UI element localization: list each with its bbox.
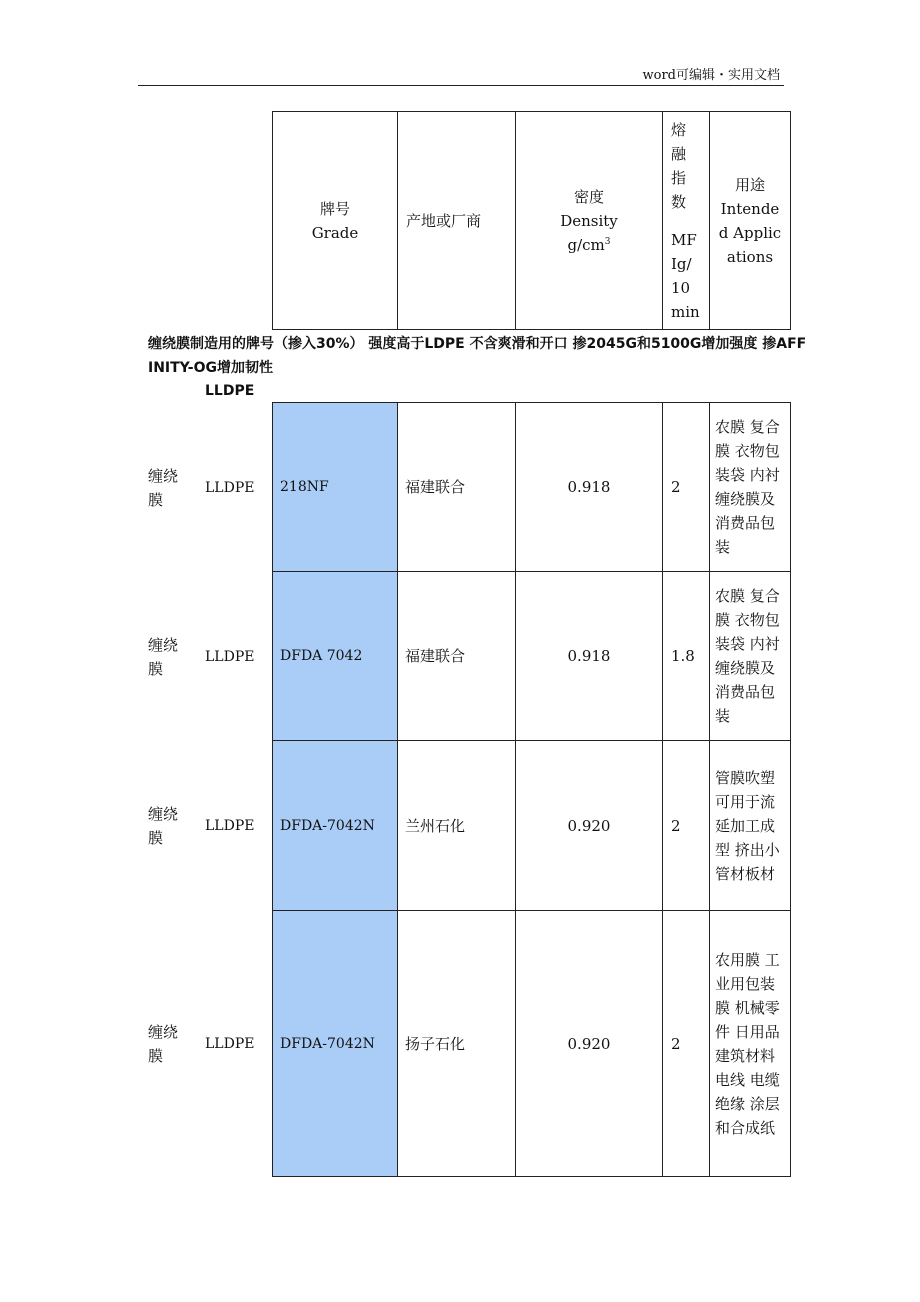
density-cell: 0.918 [516,403,663,572]
use-cell: 农膜 复合膜 衣物包装袋 内衬缠绕膜及消费品包装 [710,403,791,572]
mfi-cell: 1.8 [663,572,710,741]
grade-cell: DFDA 7042 [273,572,398,741]
header-mfi [663,112,710,330]
grade-cell: 218NF [273,403,398,572]
grade-cell: DFDA-7042N [273,741,398,911]
mfi-cell: 2 [663,403,710,572]
use-cell: 农膜 复合膜 衣物包装袋 内衬缠绕膜及消费品包装 [710,572,791,741]
page-header: word可编辑・实用文档 [642,68,780,83]
use-cell: 农用膜 工业用包装膜 机械零件 日用品 建筑材料 电线 电缆绝缘 涂层和合成纸 [710,911,791,1177]
row-type: LLDPE [205,649,255,665]
density-cell: 0.918 [516,572,663,741]
maker-cell: 兰州石化 [398,741,516,911]
maker-cell: 扬子石化 [398,911,516,1177]
header-density: 密度 Density $g/cm^3$ [516,112,663,330]
row-type: LLDPE [205,480,255,496]
table-row [273,403,791,572]
grade-cell: DFDA-7042N [273,911,398,1177]
column-header-table [272,111,791,330]
section-caption-sub: LLDPE [205,383,255,399]
row-label: 缠绕 膜 [148,1023,179,1065]
use-cell: 管膜吹塑 可用于流延加工成型 挤出小管材板材 [710,741,791,911]
maker-cell: 福建联合 [398,572,516,741]
table-row [273,741,791,911]
mfi-cell: 2 [663,911,710,1177]
mfi-cell: 2 [663,741,710,911]
density-cell: 0.920 [516,741,663,911]
section-caption: 缠绕膜制造用的牌号（掺入30%） 强度高于LDPE 不含爽滑和开口 掺2045G和5100G增加强度 掺AFFINITY-OG增加韧性 [148,336,807,376]
row-type: LLDPE [205,1036,255,1052]
grade-table [272,402,791,1177]
row-label: 缠绕 膜 [148,636,179,678]
density-cell: 0.920 [516,911,663,1177]
header-maker: 产地或厂商 [398,112,516,330]
header-grade: 牌号 Grade [273,112,398,330]
header-mfi-zh: 熔融指数 [671,120,687,211]
row-label: 缠绕 膜 [148,805,179,847]
row-label: 缠绕 膜 [148,467,179,509]
table-row [273,572,791,741]
header-mfi-en: MFIg/10min [671,230,700,321]
header-use: 用途 Intended Applications [710,112,791,330]
row-type: LLDPE [205,818,255,834]
maker-cell: 福建联合 [398,403,516,572]
header-divider [138,85,784,86]
table-row [273,911,791,1177]
